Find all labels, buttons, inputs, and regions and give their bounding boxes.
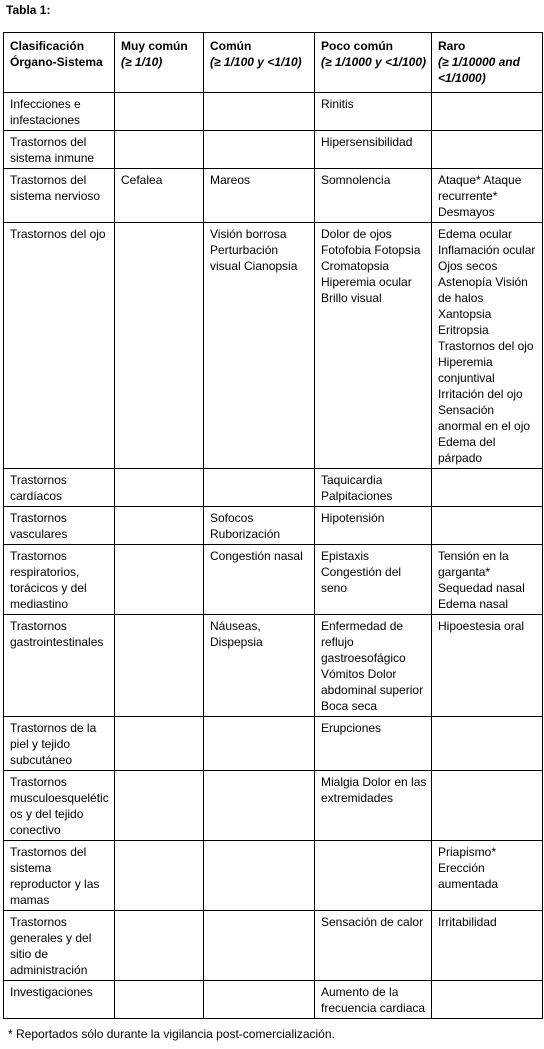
cell-muy-comun <box>115 615 204 717</box>
cell-comun: Sofocos Ruborización <box>204 507 315 545</box>
cell-raro: Ataque* Ataque recurrente* Desmayos <box>432 169 543 223</box>
cell-comun <box>204 131 315 169</box>
cell-comun: Náuseas, Dispepsia <box>204 615 315 717</box>
cell-raro: Hipoestesia oral <box>432 615 543 717</box>
cell-comun: Visión borrosa Perturbación visual Cianopsia <box>204 223 315 469</box>
cell-soc: Trastornos gastrointestinales <box>4 615 115 717</box>
cell-comun <box>204 93 315 131</box>
cell-muy-comun <box>115 223 204 469</box>
cell-comun <box>204 717 315 771</box>
cell-comun <box>204 469 315 507</box>
cell-muy-comun <box>115 911 204 981</box>
cell-comun <box>204 911 315 981</box>
cell-soc: Infecciones e infestaciones <box>4 93 115 131</box>
header-comun: Común (≥ 1/100 y <1/10) <box>204 33 315 93</box>
cell-soc: Trastornos de la piel y tejido subcutáneo <box>4 717 115 771</box>
cell-poco-comun: Rinitis <box>315 93 432 131</box>
cell-soc: Trastornos respiratorios, torácicos y del mediastino <box>4 545 115 615</box>
table-row <box>4 469 543 507</box>
cell-raro <box>432 981 543 1019</box>
cell-muy-comun <box>115 507 204 545</box>
cell-poco-comun: Sensación de calor <box>315 911 432 981</box>
cell-soc: Trastornos del sistema reproductor y las mamas <box>4 841 115 911</box>
header-poco-comun: Poco común (≥ 1/1000 y <1/100) <box>315 33 432 93</box>
cell-comun: Mareos <box>204 169 315 223</box>
cell-muy-comun <box>115 771 204 841</box>
cell-raro: Priapismo* Erección aumentada <box>432 841 543 911</box>
cell-soc: Trastornos vasculares <box>4 507 115 545</box>
adverse-reactions-table <box>3 32 543 1019</box>
table-row <box>4 981 543 1019</box>
cell-muy-comun <box>115 131 204 169</box>
cell-raro: Edema ocular Inflamación ocular Ojos secos Astenopía Visión de halos Xantopsia Eritropsia Trastornos del ojo Hiperemia conjuntival Irritación del ojo Sensación anormal en el ojo Edema del párpado <box>432 223 543 469</box>
table-row <box>4 841 543 911</box>
cell-muy-comun <box>115 93 204 131</box>
cell-poco-comun: Hipersensibilidad <box>315 131 432 169</box>
cell-muy-comun <box>115 841 204 911</box>
cell-raro <box>432 93 543 131</box>
cell-raro: Irritabilidad <box>432 911 543 981</box>
header-soc: Clasificación Órgano-Sistema <box>4 33 115 93</box>
cell-muy-comun: Cefalea <box>115 169 204 223</box>
header-raro: Raro (≥ 1/10000 and <1/1000) <box>432 33 543 93</box>
cell-muy-comun <box>115 981 204 1019</box>
cell-soc: Trastornos cardíacos <box>4 469 115 507</box>
table-row <box>4 131 543 169</box>
cell-poco-comun <box>315 841 432 911</box>
table-row <box>4 771 543 841</box>
cell-comun <box>204 841 315 911</box>
cell-comun <box>204 981 315 1019</box>
cell-raro <box>432 771 543 841</box>
table-row <box>4 911 543 981</box>
cell-muy-comun <box>115 545 204 615</box>
cell-soc: Investigaciones <box>4 981 115 1019</box>
cell-soc: Trastornos del sistema inmune <box>4 131 115 169</box>
table-title: Tabla 1: <box>6 3 51 17</box>
table-row <box>4 93 543 131</box>
cell-poco-comun: Mialgia Dolor en las extremidades <box>315 771 432 841</box>
footnote: * Reportados sólo durante la vigilancia post-comercialización. <box>8 1027 335 1041</box>
table-row <box>4 717 543 771</box>
cell-poco-comun: Somnolencia <box>315 169 432 223</box>
table-row <box>4 223 543 469</box>
cell-comun <box>204 771 315 841</box>
cell-soc: Trastornos del ojo <box>4 223 115 469</box>
cell-muy-comun <box>115 717 204 771</box>
header-muy-comun: Muy común (≥ 1/10) <box>115 33 204 93</box>
cell-poco-comun: Taquicardia Palpitaciones <box>315 469 432 507</box>
cell-raro <box>432 131 543 169</box>
table-header-row <box>4 33 543 93</box>
cell-poco-comun: Aumento de la frecuencia cardiaca <box>315 981 432 1019</box>
cell-muy-comun <box>115 469 204 507</box>
cell-soc: Trastornos musculoesqueléticos y del tejido conectivo <box>4 771 115 841</box>
cell-raro <box>432 507 543 545</box>
cell-raro: Tensión en la garganta* Sequedad nasal Edema nasal <box>432 545 543 615</box>
table-row <box>4 169 543 223</box>
cell-poco-comun: Erupciones <box>315 717 432 771</box>
table-row <box>4 615 543 717</box>
cell-poco-comun: Enfermedad de reflujo gastroesofágico Vómitos Dolor abdominal superior Boca seca <box>315 615 432 717</box>
cell-comun: Congestión nasal <box>204 545 315 615</box>
table-row <box>4 507 543 545</box>
cell-raro <box>432 717 543 771</box>
cell-poco-comun: Hipotensión <box>315 507 432 545</box>
cell-soc: Trastornos generales y del sitio de administración <box>4 911 115 981</box>
cell-poco-comun: Epistaxis Congestión del seno <box>315 545 432 615</box>
cell-raro <box>432 469 543 507</box>
cell-soc: Trastornos del sistema nervioso <box>4 169 115 223</box>
table-row <box>4 545 543 615</box>
cell-poco-comun: Dolor de ojos Fotofobia Fotopsia Cromatopsia Hiperemia ocular Brillo visual <box>315 223 432 469</box>
